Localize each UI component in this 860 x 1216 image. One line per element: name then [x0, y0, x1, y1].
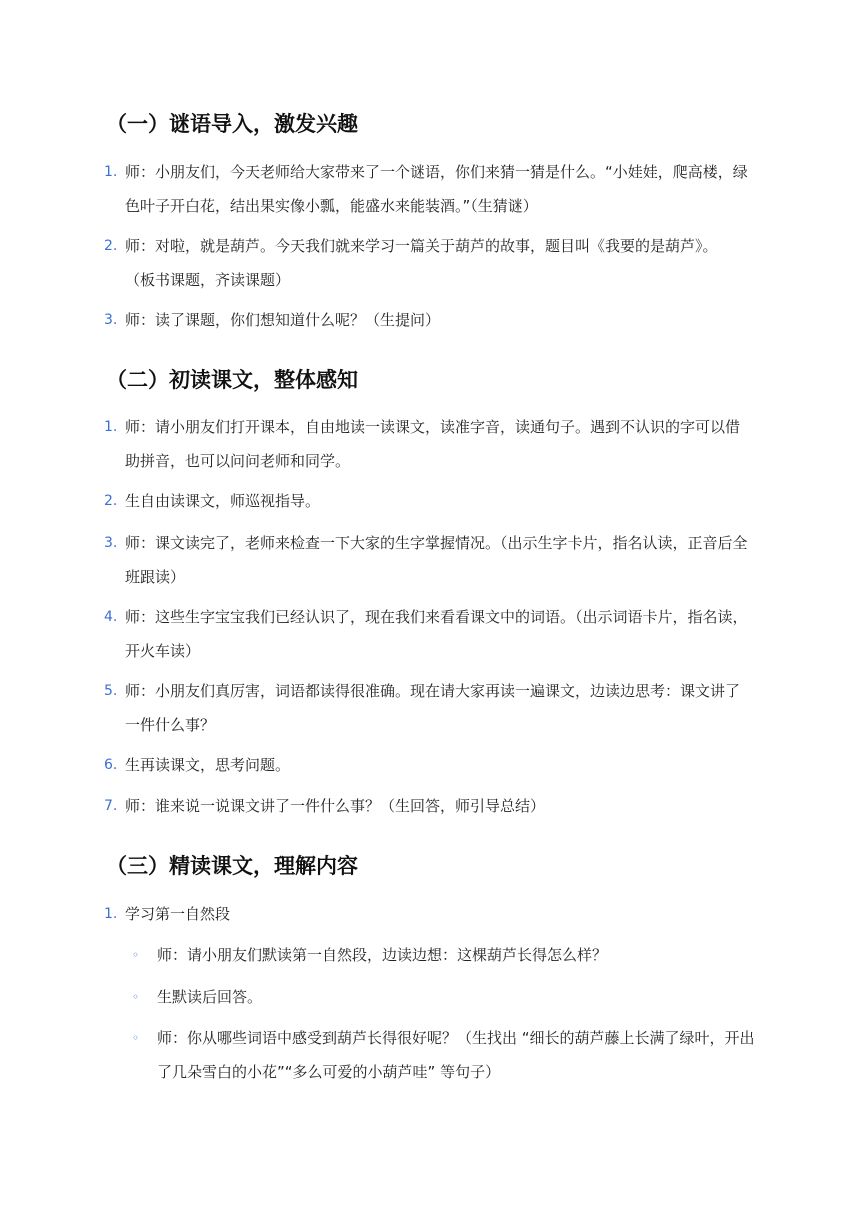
- sub-list-text: 师：请小朋友们默读第一自然段，边读边想：这棵葫芦长得怎么样？: [157, 946, 608, 964]
- bullet-icon: ◦: [132, 1031, 140, 1045]
- section-heading: （二）初读课文，整体感知: [106, 368, 358, 392]
- list-text: 师：小朋友们，今天老师给大家带来了一个谜语，你们来猜一猜是什么。“小娃娃，爬高楼，绿色叶子开白花，结出果实像小瓢，能盛水来能装酒。”（生猜谜）: [125, 163, 748, 215]
- list-number: 2.: [104, 493, 118, 509]
- sub-list-text: 生默读后回答。: [157, 988, 263, 1006]
- list-text: 生自由读课文，师巡视指导。: [125, 492, 321, 510]
- section-heading: （三）精读课文，理解内容: [106, 854, 358, 878]
- list-text: 师：这些生字宝宝我们已经认识了，现在我们来看看课文中的词语。（出示词语卡片，指名读，开火车读）: [125, 608, 748, 660]
- list-number: 4.: [104, 609, 118, 625]
- list-number: 7.: [104, 798, 118, 814]
- list-number: 1.: [104, 419, 118, 435]
- bullet-icon: ◦: [132, 990, 140, 1004]
- list-text: 师：读了课题，你们想知道什么呢？（生提问）: [125, 311, 441, 329]
- list-text: 师：谁来说一说课文讲了一件什么事？（生回答，师引导总结）: [125, 797, 546, 815]
- list-text: 学习第一自然段: [125, 905, 231, 923]
- list-number: 6.: [104, 757, 118, 773]
- list-text: 师：课文读完了，老师来检查一下大家的生字掌握情况。（出示生字卡片，指名认读，正音后全班跟读）: [125, 534, 748, 586]
- list-number: 1.: [104, 906, 118, 922]
- list-number: 3.: [104, 312, 118, 328]
- list-number: 1.: [104, 164, 118, 180]
- list-number: 2.: [104, 238, 118, 254]
- sub-list-text: 师：你从哪些词语中感受到葫芦长得很好呢？（生找出 “细长的葫芦藤上长满了绿叶，开出了几朵雪白的小花”“多么可爱的小葫芦哇” 等句子）: [157, 1029, 755, 1081]
- list-text: 师：小朋友们真厉害，词语都读得很准确。现在请大家再读一遍课文，边读边思考：课文讲了一件什么事？: [125, 682, 741, 734]
- list-text: 师：请小朋友们打开课本，自由地读一读课文，读准字音，读通句子。遇到不认识的字可以借助拼音，也可以问问老师和同学。: [125, 418, 741, 470]
- list-number: 5.: [104, 683, 118, 699]
- list-text: 师：对啦，就是葫芦。今天我们就来学习一篇关于葫芦的故事，题目叫《我要的是葫芦》。（板书课题，齐读课题）: [125, 237, 718, 289]
- list-text: 生再读课文，思考问题。: [125, 756, 291, 774]
- section-heading: （一）谜语导入，激发兴趣: [106, 112, 358, 136]
- bullet-icon: ◦: [132, 948, 140, 962]
- list-number: 3.: [104, 535, 118, 551]
